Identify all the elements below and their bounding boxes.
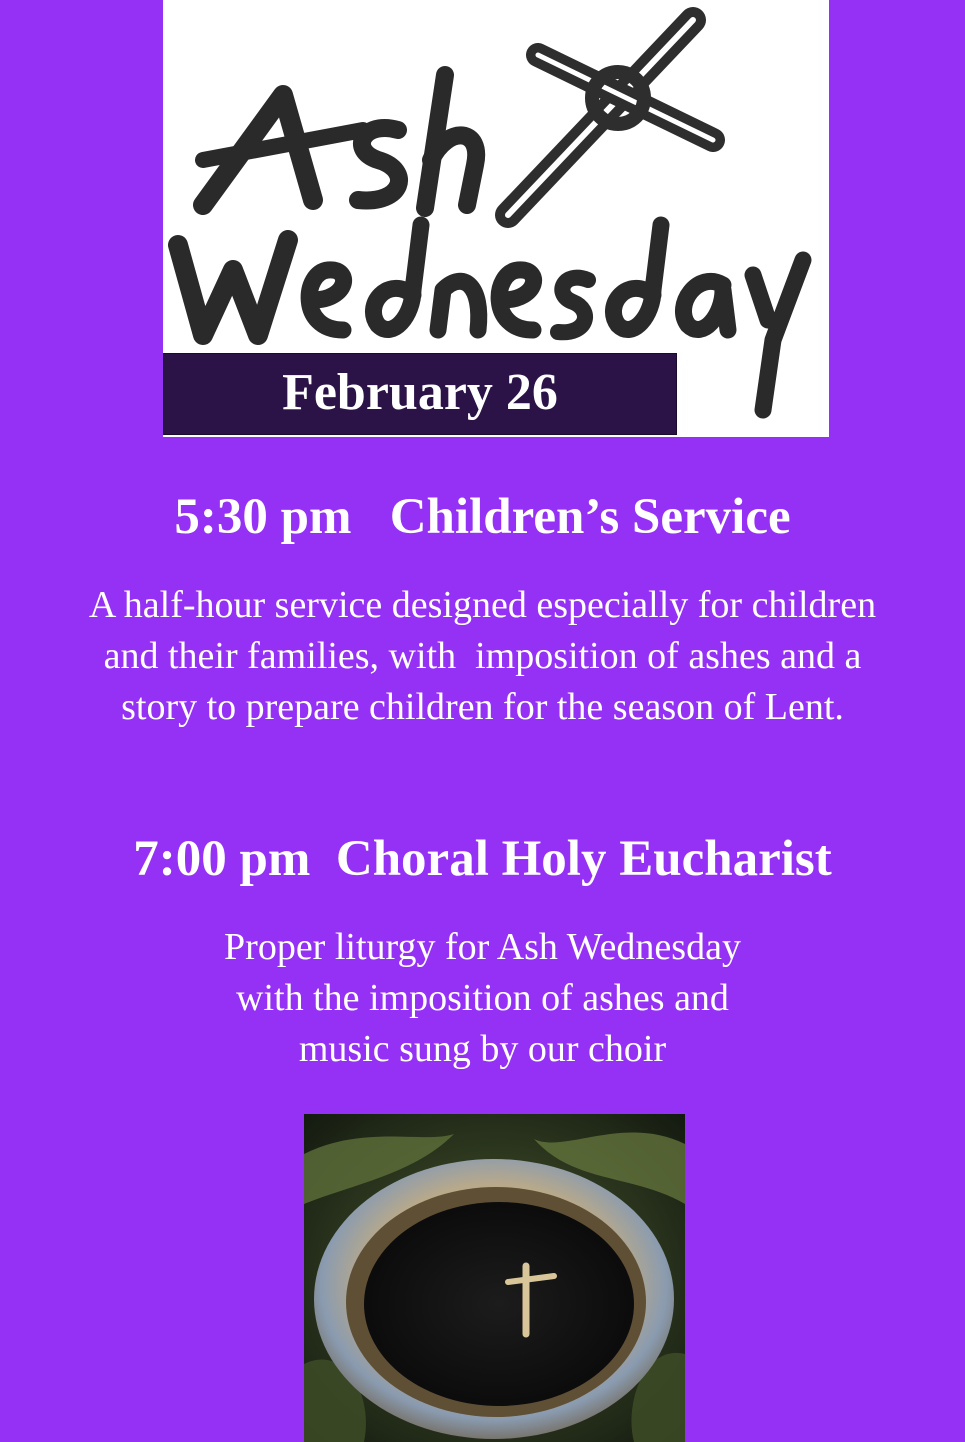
description-line: A half-hour service designed especially for children (88, 584, 877, 626)
children-service-description (0, 580, 965, 733)
description-line: Proper liturgy for Ash Wednesday (224, 926, 741, 968)
eucharist-service-description (0, 922, 965, 1075)
date-banner: February 26 (163, 353, 677, 435)
bowl-of-ashes-icon (304, 1114, 685, 1442)
ash-bowl-photo (304, 1114, 685, 1442)
description-line: and their families, with imposition of ashes and a (103, 635, 862, 677)
description-line: with the imposition of ashes and (236, 977, 729, 1019)
description-line: story to prepare children for the season of Lent. (121, 686, 844, 728)
children-service-heading: 5:30 pm Children’s Service (174, 489, 791, 545)
description-line: music sung by our choir (298, 1028, 667, 1070)
eucharist-service-heading: 7:00 pm Choral Holy Eucharist (133, 831, 832, 887)
cross-shape (508, 20, 713, 215)
